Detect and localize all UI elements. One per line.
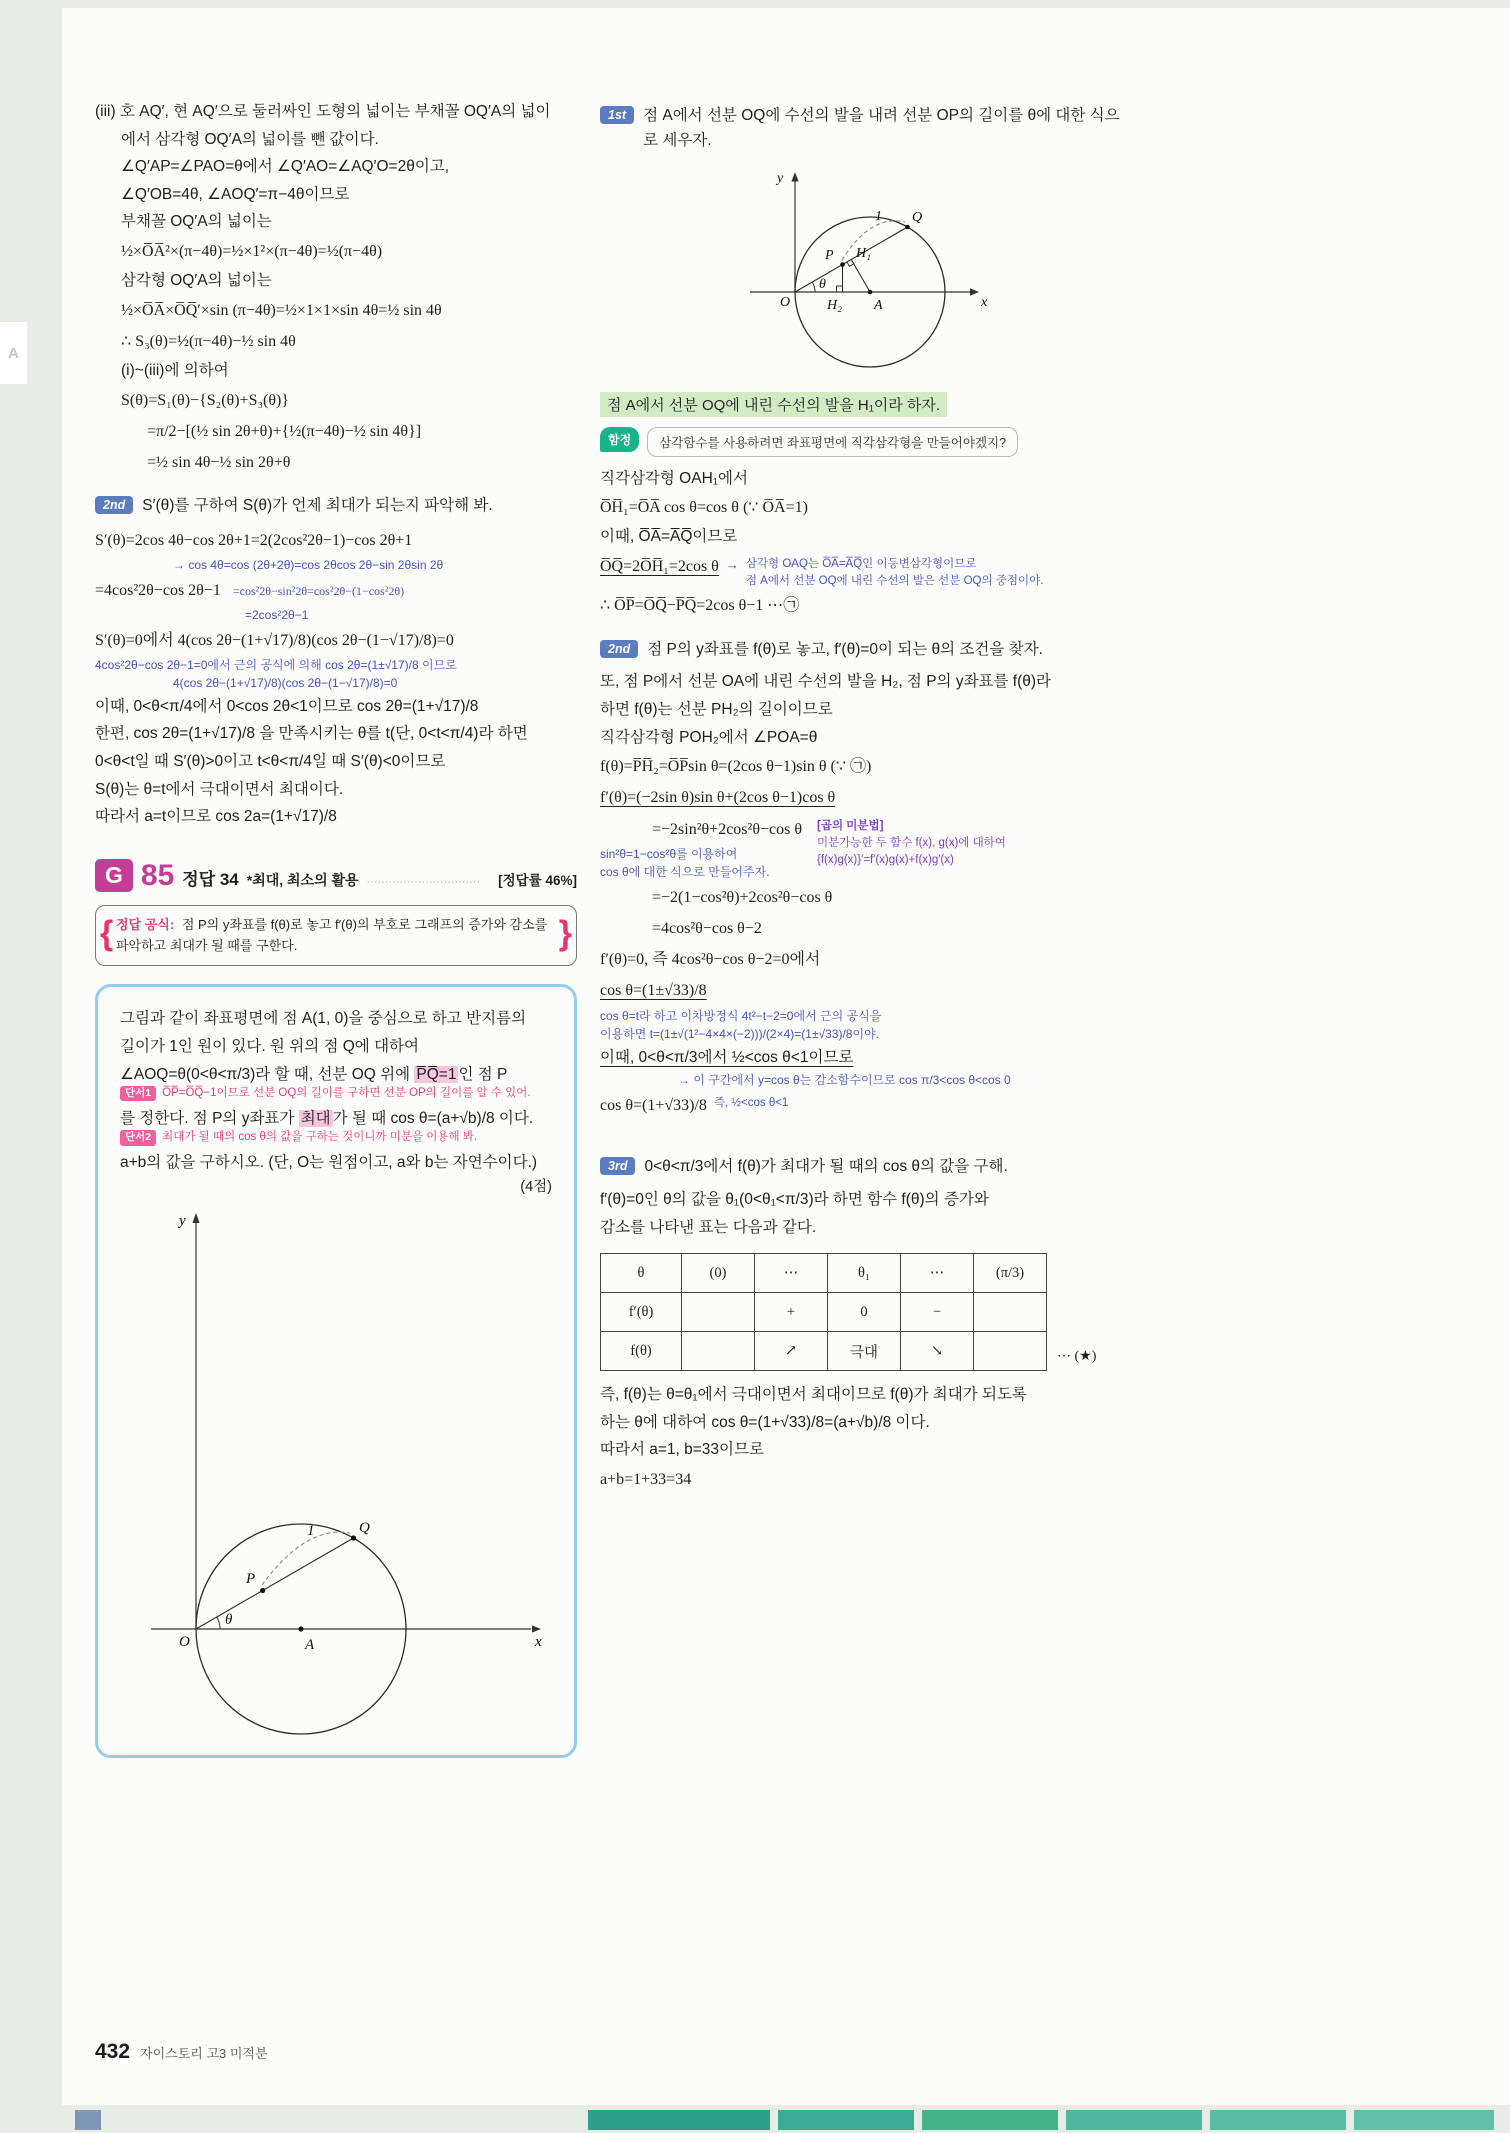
axis-label-x: x (535, 1633, 542, 1650)
text-span: O̅P̅=O̅Q̅−1이므로 선분 OQ의 길이를 구하면 선분 OP의 길이를 알 수 있어. (162, 1087, 531, 1100)
text-line: 그림과 같이 좌표평면에 점 A(1, 0)을 중심으로 하고 반지름의 (120, 1010, 527, 1028)
text-line: cos θ=(1±√33)/8 (600, 982, 707, 1000)
text-span: 를 정한다. 점 P의 y좌표가 (120, 1109, 299, 1127)
note-line: {f(x)g(x)}′=f′(x)g(x)+f(x)g′(x) (817, 854, 954, 867)
problem-statement-box (95, 984, 577, 1758)
text-span: 단서1 (120, 1086, 156, 1101)
text-span: 최대 (300, 1109, 331, 1127)
step-title: 점 P의 y좌표를 f(θ)로 놓고, f′(θ)=0이 되는 θ의 조건을 찾자. (647, 640, 1043, 658)
text-line: a+b의 값을 구하시오. (단, O는 원점이고, a와 b는 자연수이다.) (120, 1154, 538, 1172)
text-line: f(θ)=P̅H̅₂=O̅P̅sin θ=(2cos θ−1)sin θ (∵ ㉠) (600, 758, 872, 776)
solution-step-2nd-right (600, 638, 1122, 1122)
key-statement-highlight: 점 A에서 선분 OQ에 내린 수선의 발을 H₁이라 하자. (600, 392, 947, 417)
step-header (600, 104, 1122, 154)
text-span: 단서2 (120, 1130, 156, 1145)
step-title: S′(θ)를 구하여 S(θ)가 언제 최대가 되는지 파악해 봐. (142, 497, 493, 515)
text-line: 에서 삼각형 OQ′A의 넓이를 뺀 값이다. (121, 130, 379, 148)
note-line: 미분가능한 두 함수 f(x), g(x)에 대하여 (817, 836, 1006, 849)
angle-label-theta: θ (819, 276, 826, 292)
text-line: 4(cos 2θ−(1+√17)/8)(cos 2θ−(1−√17)/8)=0 (173, 676, 398, 691)
left-column (95, 98, 577, 1758)
text-block (600, 1186, 1122, 1241)
text-line: 삼각형 OQ′A의 넓이는 (121, 272, 272, 290)
annotated-formula-row (600, 551, 1122, 591)
point-label-H2: H₂ (827, 297, 842, 313)
text-line: → 이 구간에서 y=cos θ는 감소함수이므로 cos π/3<cos θ<cos 0 (678, 1073, 1011, 1088)
text-span: ∠AOQ=θ(0<θ<π/3)라 할 때, 선분 OQ 위에 (120, 1065, 415, 1083)
text-line: f′(θ)=(−2sin θ)sin θ+(2cos θ−1)cos θ (600, 789, 836, 807)
text-line (95, 575, 577, 606)
table-row (601, 1293, 1047, 1332)
text-line: f′(θ)=0인 θ의 값을 θ₁(0<θ₁<π/3)라 하면 함수 f(θ)의 증가와 (600, 1191, 989, 1208)
point-label-O: O (780, 294, 791, 310)
trap-badge: 함정 (600, 427, 639, 452)
table-cell: ↗ (755, 1332, 828, 1371)
annotated-formula-row (600, 814, 1122, 882)
page-edge-tab (1210, 2110, 1346, 2130)
text-line: → cos 4θ=cos (2θ+2θ)=cos 2θcos 2θ−sin 2θsin 2θ (173, 558, 444, 573)
page-edge-tab (778, 2110, 914, 2130)
text-line (120, 1085, 552, 1102)
page-edge-tab (1354, 2110, 1494, 2130)
text-block (95, 98, 577, 478)
text-line: 4cos²2θ−cos 2θ−1=0에서 근의 공식에 의해 cos 2θ=(1±√17)/8 이므로 (95, 657, 457, 672)
problem-number: 85 (140, 858, 175, 892)
star-reference: ⋯ (★) (1057, 1349, 1097, 1365)
page-edge-tab (1066, 2110, 1202, 2130)
step-header (600, 1155, 1122, 1180)
text-line: (4점) (520, 1178, 552, 1195)
brace-left: { (100, 914, 114, 953)
solution-step-1st (600, 104, 1122, 622)
point-label-Q: Q (912, 209, 923, 225)
table-cell: − (901, 1293, 974, 1332)
problem-topic: *최대, 최소의 활용 (246, 871, 359, 888)
text-block (95, 525, 577, 831)
table-cell (974, 1293, 1047, 1332)
formula: cos θ=(1+√33)/8 (600, 1097, 707, 1115)
table-cell: 0 (828, 1293, 901, 1332)
angle-label-theta: θ (225, 1611, 233, 1628)
table-row (601, 1332, 1047, 1371)
page-number: 432 (95, 2040, 131, 2063)
table-cell (682, 1293, 755, 1332)
note-title: [곱의 미분법] (817, 819, 884, 832)
point-label-P: P (246, 1570, 256, 1587)
text-span: 가 될 때 cos θ=(a+√b)/8 이다. (332, 1109, 534, 1127)
point-label-O: O (179, 1633, 190, 1650)
problem-figure (121, 1199, 551, 1747)
annotation-line: sin²θ=1−cos²θ를 이용하여 (600, 846, 738, 861)
table-cell: f(θ) (601, 1332, 682, 1371)
text-span: =4cos²2θ−cos 2θ−1 (95, 581, 221, 599)
text-line: O̅H̅₁=O̅A̅ cos θ=cos θ (∵ O̅A̅=1) (600, 499, 808, 517)
table-cell: f′(θ) (601, 1293, 682, 1332)
text-line: 이때, O̅A̅=A̅Q̅이므로 (600, 528, 738, 546)
text-block (600, 668, 1122, 813)
formula-group (600, 814, 802, 882)
text-block (600, 1381, 1122, 1495)
text-line: =½ sin 4θ−½ sin 2θ+θ (147, 453, 291, 471)
step-header (95, 494, 577, 519)
point-label-A: A (305, 1636, 315, 1653)
text-line: 길이가 1인 원이 있다. 원 위의 점 Q에 대하여 (120, 1037, 420, 1055)
text-line: ∠Q′AP=∠PAO=θ에서 ∠Q′AO=∠AQ′O=2θ이고, (121, 158, 450, 176)
dotted-leader: ······························· (366, 875, 481, 888)
text-line: a+b=1+33=34 (600, 1470, 692, 1488)
step-badge-2nd: 2nd (600, 640, 638, 658)
solution-figure (725, 162, 997, 380)
solution-part-iii (95, 98, 577, 478)
text-line: S(θ)=S₁(θ)−{S₂(θ)+S₃(θ)} (121, 391, 290, 409)
text-line: 한편, cos 2θ=(1+√17)/8 을 만족시키는 θ를 t(단, 0<t<π/4)라 하면 (95, 725, 528, 743)
sign-table-wrap (600, 1253, 1122, 1371)
point-label-H1: H₁ (856, 245, 871, 261)
right-column (600, 98, 1122, 1511)
step-header (600, 638, 1122, 663)
text-line: 즉, f(θ)는 θ=θ₁에서 극대이면서 최대이므로 f(θ)가 최대가 되도록 (600, 1386, 1027, 1404)
text-line (120, 1061, 552, 1089)
solution-step-3rd (600, 1155, 1122, 1495)
answer-rate: [정답률 46%] (498, 872, 577, 888)
text-line: 이용하면 t=(1±√(1²−4×4×(−2)))/(2×4)=(1±√33)/8이야. (600, 1027, 879, 1042)
solution-step-2nd-left (95, 494, 577, 831)
text-line: 하면 f(θ)는 선분 PH₂의 길이이므로 (600, 701, 833, 718)
table-cell (974, 1332, 1047, 1371)
chapter-side-tab-label: A (8, 344, 19, 362)
text-line: 부채꼴 OQ′A의 넓이는 (121, 213, 272, 231)
text-span: 인 점 P (458, 1065, 508, 1083)
table-cell: (0) (682, 1254, 755, 1293)
arrow-icon: → (725, 556, 739, 572)
text-line: cos θ=t라 하고 이차방정식 4t²−t−2=0에서 근의 공식을 (600, 1008, 882, 1023)
text-line (120, 1105, 552, 1133)
text-line: (i)~(iii)에 의하여 (121, 362, 229, 380)
page-edge-tab (75, 2110, 101, 2130)
formula-box-text: 점 P의 y좌표를 f(θ)로 놓고 f′(θ)의 부호로 그래프의 증가와 감소를 파악하고 최대가 될 때를 구한다. (116, 916, 548, 953)
book-title: 자이스토리 고3 미적분 (140, 2046, 268, 2061)
text-line: 직각삼각형 POH₂에서 ∠POA=θ (600, 728, 818, 746)
text-block (600, 882, 1122, 1090)
step-title: 점 A에서 선분 OQ에 수선의 발을 내려 선분 OP의 길이를 θ에 대한 식으로 세우자. (643, 107, 1120, 149)
table-cell: ⋯ (901, 1254, 974, 1293)
text-line: 직각삼각형 OAH₁에서 (600, 469, 748, 487)
text-line: =−2(1−cos²θ)+2cos²θ−cos θ (652, 888, 833, 906)
text-line: S′(θ)=2cos 4θ−cos 2θ+1=2(2cos²2θ−1)−cos 2θ+1 (95, 531, 413, 549)
formula: ∴ O̅P̅=O̅Q̅−P̅Q̅=2cos θ−1 ⋯㉠ (600, 597, 800, 615)
product-rule-note (817, 814, 1006, 870)
text-line: =π/2−[(½ sin 2θ+θ)+{½(π−4θ)−½ sin 4θ}] (147, 422, 422, 440)
page-edge-tab (922, 2110, 1058, 2130)
problem-header (95, 859, 577, 893)
text-span: P̅Q̅=1 (416, 1065, 457, 1083)
highlight-row (600, 384, 1122, 421)
trap-bubble-text: 삼각함수를 사용하려면 좌표평면에 직각삼각형을 만들어야겠지? (647, 427, 1018, 457)
text-line: 감소를 나타낸 표는 다음과 같다. (600, 1218, 817, 1236)
sign-table (600, 1253, 1047, 1371)
brace-right: } (558, 914, 572, 953)
text-line: S′(θ)=0에서 4(cos 2θ−(1+√17)/8)(cos 2θ−(1−√17)/8)=0 (95, 631, 454, 649)
problem-answer: 정답 34 (182, 869, 239, 889)
axis-label-y: y (777, 170, 784, 186)
text-span: 최대가 될 때의 cos θ의 값을 구하는 것이니까 미분을 이용해 봐. (162, 1131, 478, 1144)
annotation: 즉, ½<cos θ<1 (713, 1097, 789, 1110)
point-label-P: P (825, 247, 834, 263)
text-line: 또, 점 P에서 선분 OA에 내린 수선의 발을 H₂, 점 P의 y좌표를 f(θ)라 (600, 673, 1052, 691)
formula-box-label: 정답 공식: (116, 916, 175, 932)
step-badge-3rd: 3rd (600, 1157, 635, 1175)
trap-note (600, 427, 1122, 457)
formula: =−2sin²θ+2cos²θ−cos θ (652, 820, 803, 838)
annotation-line: 점 A에서 선분 OQ에 내린 수선의 발은 선분 OQ의 중점이야. (745, 575, 1044, 588)
axis-label-x: x (981, 294, 988, 310)
text-line: =2cos²2θ−1 (245, 607, 309, 622)
text-span: =cos²2θ−sin²2θ=cos²2θ−(1−cos²2θ) (232, 583, 405, 598)
text-line: ½×O̅A̅²×(π−4θ)=½×1²×(π−4θ)=½(π−4θ) (121, 242, 383, 260)
chapter-side-tab (0, 322, 27, 384)
length-label-1: 1 (307, 1522, 315, 1539)
annotation (746, 551, 1044, 591)
problem-text (120, 1005, 552, 1197)
table-cell: ↘ (901, 1332, 974, 1371)
table-cell: θ₁ (828, 1254, 901, 1293)
table-cell: 극대 (828, 1332, 901, 1371)
axis-label-y: y (179, 1212, 186, 1229)
text-line: 하는 θ에 대하여 cos θ=(1+√33)/8=(a+√b)/8 이다. (600, 1413, 930, 1431)
point-label-A: A (874, 297, 883, 313)
length-label-1: 1 (875, 208, 882, 224)
table-cell (682, 1332, 755, 1371)
annotation-line: cos θ에 대한 식으로 만들어주자. (600, 865, 770, 880)
text-line: S(θ)는 θ=t에서 극대이면서 최대이다. (95, 780, 344, 798)
step-badge-2nd: 2nd (95, 496, 133, 514)
problem-letter-badge: G (95, 859, 133, 892)
text-line: 따라서 a=t이므로 cos 2a=(1+√17)/8 (95, 808, 337, 826)
answer-formula-box (95, 905, 577, 967)
text-line: (iii) 호 AQ′, 현 AQ′으로 둘러싸인 도형의 넓이는 부채꼴 OQ′A의 넓이 (95, 103, 551, 120)
text-line: 0<θ<t일 때 S′(θ)>0이고 t<θ<π/4일 때 S′(θ)<0이므로 (95, 753, 446, 771)
text-block (600, 465, 1122, 551)
page-footer (95, 2040, 268, 2064)
text-line: ½×O̅A̅×O̅Q̅′×sin (π−4θ)=½×1×1×sin 4θ=½ sin 4θ (121, 301, 442, 319)
page-edge-tab (588, 2110, 770, 2130)
text-line: 이때, 0<θ<π/3에서 ½<cos θ<1이므로 (600, 1048, 854, 1066)
table-cell: ⋯ (755, 1254, 828, 1293)
text-line: ∴ S₃(θ)=½(π−4θ)−½ sin 4θ (121, 332, 296, 350)
formula: O̅Q̅=2O̅H̅₁=2cos θ (600, 557, 719, 575)
annotated-formula-row (600, 1090, 1122, 1121)
text-line: 따라서 a=1, b=33이므로 (600, 1441, 764, 1459)
table-row (601, 1254, 1047, 1293)
point-label-Q: Q (359, 1519, 370, 1536)
table-cell: (π/3) (974, 1254, 1047, 1293)
table-cell: + (755, 1293, 828, 1332)
text-line: ∠Q′OB=4θ, ∠AOQ′=π−4θ이므로 (121, 185, 350, 203)
table-cell: θ (601, 1254, 682, 1293)
step-badge-1st: 1st (600, 106, 634, 124)
text-line: f′(θ)=0, 즉 4cos²θ−cos θ−2=0에서 (600, 951, 821, 969)
text-line: =4cos²θ−cos θ−2 (652, 920, 762, 938)
annotation-line: 삼각형 OAQ는 O̅A̅=A̅Q̅인 이등변삼각형이므로 (745, 557, 977, 570)
step-title: 0<θ<π/3에서 f(θ)가 최대가 될 때의 cos θ의 값을 구해. (644, 1158, 1008, 1176)
text-line: 이때, 0<θ<π/4에서 0<cos 2θ<1이므로 cos 2θ=(1+√17)/8 (95, 697, 479, 715)
